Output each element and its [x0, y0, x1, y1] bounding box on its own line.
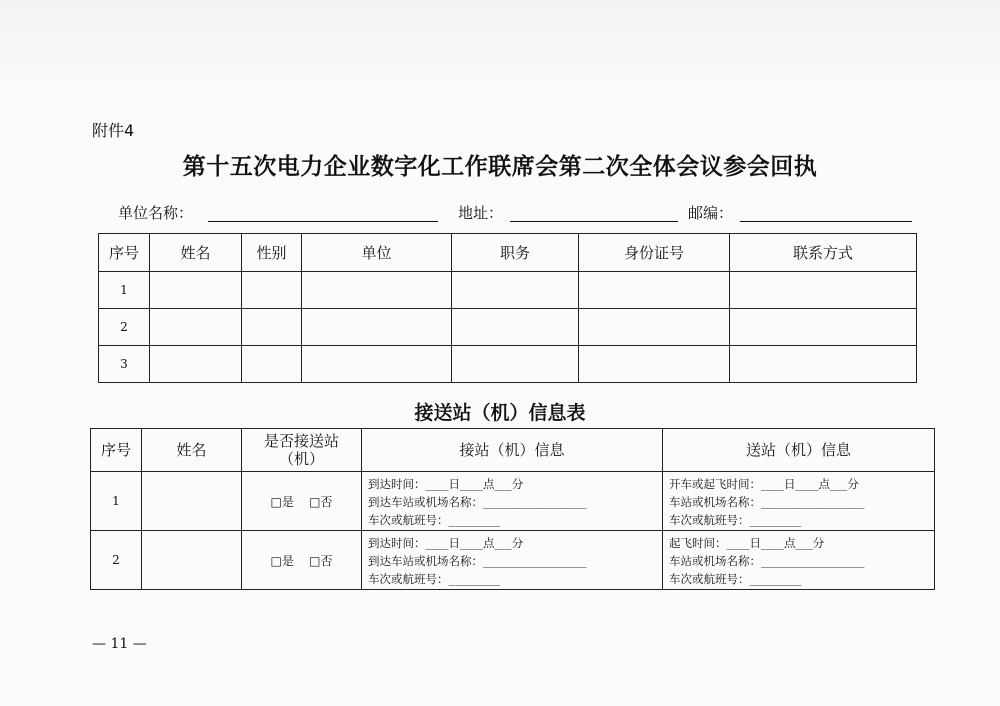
- departure-time[interactable]: 开车或起飞时间：____日____点___分: [669, 477, 859, 491]
- arrival-info-cell: [362, 472, 663, 531]
- position-cell[interactable]: [452, 309, 579, 346]
- id-number-cell[interactable]: [579, 272, 730, 309]
- name-cell[interactable]: [150, 346, 242, 383]
- header-no: 序号: [99, 234, 150, 272]
- yes-checkbox[interactable]: □是: [270, 494, 294, 509]
- no-checkbox[interactable]: □否: [309, 494, 333, 509]
- name-cell[interactable]: [150, 309, 242, 346]
- row-number: 2: [91, 531, 142, 590]
- contact-cell[interactable]: [730, 346, 917, 383]
- departure-train[interactable]: 车次或航班号：_________: [669, 572, 802, 586]
- header-contact: 联系方式: [730, 234, 917, 272]
- address-field[interactable]: [510, 221, 678, 222]
- table-header-row: [99, 234, 917, 272]
- yes-checkbox[interactable]: □是: [270, 553, 294, 568]
- name-cell[interactable]: [150, 272, 242, 309]
- row-number: 3: [99, 346, 150, 383]
- unit-cell[interactable]: [302, 346, 452, 383]
- gender-cell[interactable]: [242, 346, 302, 383]
- transfer-table: [90, 428, 935, 590]
- postcode-field[interactable]: [740, 221, 912, 222]
- postcode-label: 邮编：: [688, 204, 734, 222]
- pickup-choice: [242, 531, 362, 590]
- arrival-train[interactable]: 车次或航班号：_________: [368, 572, 501, 586]
- pickup-choice: [242, 472, 362, 531]
- no-checkbox[interactable]: □否: [309, 553, 333, 568]
- table-row: [91, 531, 935, 590]
- page-number: — 11 —: [92, 636, 147, 652]
- departure-station[interactable]: 车站或机场名称：__________________: [669, 495, 865, 509]
- id-number-cell[interactable]: [579, 346, 730, 383]
- gender-cell[interactable]: [242, 309, 302, 346]
- table-row: [99, 346, 917, 383]
- header-unit: 单位: [302, 234, 452, 272]
- contact-cell[interactable]: [730, 309, 917, 346]
- departure-station[interactable]: 车站或机场名称：__________________: [669, 554, 865, 568]
- table-row: [99, 272, 917, 309]
- arrival-time[interactable]: 到达时间：____日____点___分: [368, 536, 524, 550]
- header-id-number: 身份证号: [579, 234, 730, 272]
- header-position: 职务: [452, 234, 579, 272]
- name-cell[interactable]: [142, 531, 242, 590]
- header-pickup-question: 是否接送站（机）: [242, 429, 362, 472]
- arrival-station[interactable]: 到达车站或机场名称：__________________: [368, 495, 587, 509]
- departure-train[interactable]: 车次或航班号：_________: [669, 513, 802, 527]
- departure-time[interactable]: 起飞时间：____日____点___分: [669, 536, 825, 550]
- unit-name-field[interactable]: [208, 221, 438, 222]
- annex-label: 附件4: [92, 121, 135, 140]
- header-departure-info: 送站（机）信息: [663, 429, 935, 472]
- row-number: 2: [99, 309, 150, 346]
- row-number: 1: [91, 472, 142, 531]
- header-name: 姓名: [150, 234, 242, 272]
- header-arrival-info: 接站（机）信息: [362, 429, 663, 472]
- document-title: 第十五次电力企业数字化工作联席会第二次全体会议参会回执: [182, 153, 818, 180]
- gender-cell[interactable]: [242, 272, 302, 309]
- transfer-table-title: 接送站（机）信息表: [414, 402, 586, 424]
- header-name: 姓名: [142, 429, 242, 472]
- unit-cell[interactable]: [302, 309, 452, 346]
- table-row: [99, 309, 917, 346]
- registration-fields: [0, 202, 1000, 226]
- position-cell[interactable]: [452, 272, 579, 309]
- table-header-row: [91, 429, 935, 472]
- arrival-station[interactable]: 到达车站或机场名称：__________________: [368, 554, 587, 568]
- attendee-table: [98, 233, 917, 383]
- position-cell[interactable]: [452, 346, 579, 383]
- table-row: [91, 472, 935, 531]
- departure-info-cell: [663, 531, 935, 590]
- address-label: 地址：: [458, 204, 504, 222]
- arrival-info-cell: [362, 531, 663, 590]
- header-no: 序号: [91, 429, 142, 472]
- name-cell[interactable]: [142, 472, 242, 531]
- header-gender: 性别: [242, 234, 302, 272]
- id-number-cell[interactable]: [579, 309, 730, 346]
- arrival-time[interactable]: 到达时间：____日____点___分: [368, 477, 524, 491]
- row-number: 1: [99, 272, 150, 309]
- unit-cell[interactable]: [302, 272, 452, 309]
- arrival-train[interactable]: 车次或航班号：_________: [368, 513, 501, 527]
- scan-shading: [0, 0, 1000, 90]
- unit-name-label: 单位名称：: [118, 204, 194, 222]
- departure-info-cell: [663, 472, 935, 531]
- contact-cell[interactable]: [730, 272, 917, 309]
